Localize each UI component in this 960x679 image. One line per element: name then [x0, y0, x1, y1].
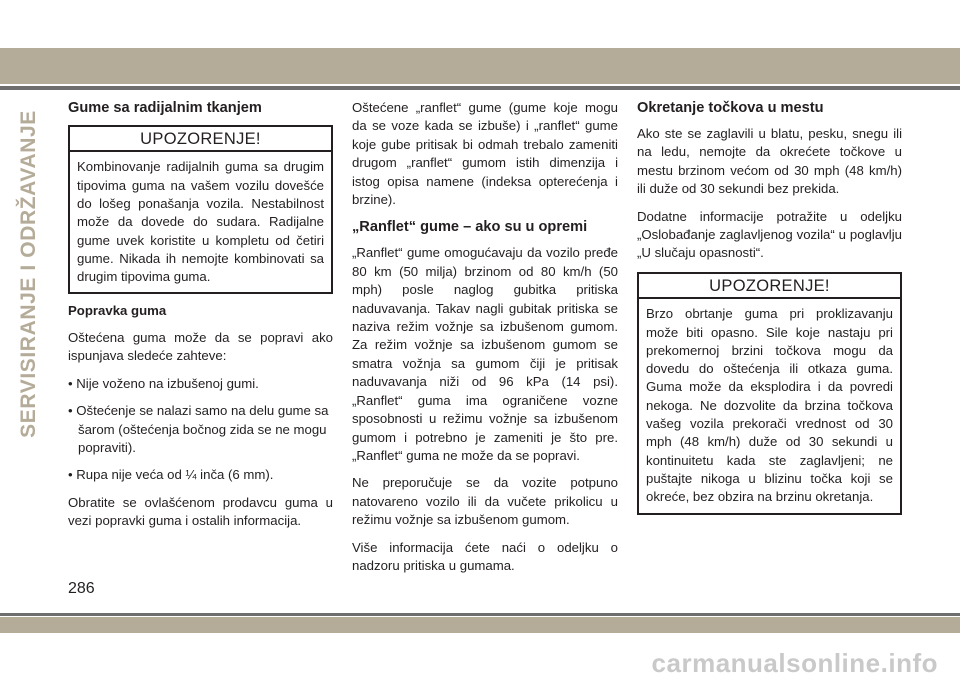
column-right	[637, 99, 902, 523]
list-item: • Oštećenje se nalazi samo na delu gume sa šarom (oštećenja bočnog zida se ne mogu popraviti).	[68, 403, 329, 455]
list-item: • Nije voženo na izbušenoj gumi.	[68, 375, 259, 391]
tire-repair-intro: Oštećena guma može da se popravi ako ispunjava sledeće zahteve:	[68, 329, 333, 364]
warning-box-spin	[637, 272, 902, 515]
warning-box-radial	[68, 125, 333, 294]
page-number: 286	[68, 580, 95, 597]
column-left	[68, 99, 333, 540]
runflat-heading: „Ranflet“ gume – ako su u opremi	[352, 219, 588, 236]
watermark: carmanualsonline.info	[651, 648, 938, 678]
tire-repair-closing: Obratite se ovlašćenom prodavcu guma u vezi popravki guma i ostalih informacija.	[68, 494, 333, 529]
section-side-title: SERVISIRANJE I ODRŽAVANJE	[17, 110, 40, 438]
list-item: • Rupa nije veća od ¼ inča (6 mm).	[68, 467, 274, 483]
wheel-spin-paragraph: Ako ste se zaglavili u blatu, pesku, snegu ili na ledu, nemojte da okrećete točkove u mestu brzinom većom od 30 mph (48 km/h) ili duže od 30 sekundi bez prekida.	[637, 126, 902, 197]
warning-body: Brzo obrtanje guma pri proklizavanju može biti opasno. Sile koje nastaju pri prekomernoj brzini točkova mogu da dovedu do oštećenja ili otkaza guma. Guma može da eksplodira i da povredi nekoga. Ne dozvolite da brzina točkova vašeg vozila prekorači vrednost od 30 mph (48 km/h) duže od 30 sekundi u kontinuitetu kada ste zaglavljeni; ne puštajte nikoga u blizinu točka koji se okreće, bez obzira na brzinu okretanja.	[646, 306, 893, 505]
wheel-spin-heading: Okretanje točkova u mestu	[637, 100, 824, 116]
header-band	[0, 48, 960, 84]
warning-title: UPOZORENJE!	[70, 127, 331, 152]
runflat-description: „Ranflet“ gume omogućavaju da vozilo pređe 80 km (50 milja) brzinom od 80 km/h (50 mph) posle naglog gubitka pritiska naduvavanja. Takav nagli gubitak pritiska se naziva režim vožnje sa izbušenom gumom. Za režim vožnje sa izbušenom gumom se smatra vožnja sa gumom čiji je pritisak naduvavanja niži od 96 kPa (14 psi). „Ranflet“ guma ima ograničene vozne sposobnosti u režimu vožnje sa izbušenom gumom i potrebno je zameniti je što pre. „Ranflet“ guma ne može da se popravi.	[352, 245, 618, 463]
wheel-spin-reference: Dodatne informacije potražite u odeljku „Oslobađanje zaglavljenog vozila“ u poglavlju „U slučaju opasnosti“.	[637, 208, 902, 261]
warning-body: Kombinovanje radijalnih guma sa drugim tipovima guma na vašem vozilu dovešće do lošeg ponašanja vozila. Nestabilnost može da dovede do sudara. Radijalne gume uvek koristite u kompletu od četiri gume. Nikada ih nemojte kombinovati sa drugim tipovima guma.	[77, 159, 324, 285]
radial-tires-heading: Gume sa radijalnim tkanjem	[68, 100, 262, 116]
runflat-more-info: Više informacija ćete naći o odeljku o nadzoru pritiska u gumama.	[352, 539, 618, 573]
runflat-damage-paragraph: Oštećene „ranflet“ gume (gume koje mogu da se voze kada se izbuše) i „ranflet“ gume koje gube pritisak bi odmah trebalo zameniti drugom „ranflet“ gumom istih dimenzija i istog opisa namene (indeksa opterećenja i brzine).	[352, 100, 618, 208]
warning-title: UPOZORENJE!	[639, 274, 900, 299]
footer-band	[0, 617, 960, 633]
header-rule	[0, 86, 960, 90]
tire-repair-heading: Popravka guma	[68, 303, 167, 319]
footer-rule	[0, 613, 960, 616]
runflat-load-advice: Ne preporučuje se da vozite potpuno natovareno vozilo ili da vučete prikolicu u režimu vožnje sa izbušenom gumom.	[352, 475, 618, 528]
column-middle	[352, 99, 618, 584]
